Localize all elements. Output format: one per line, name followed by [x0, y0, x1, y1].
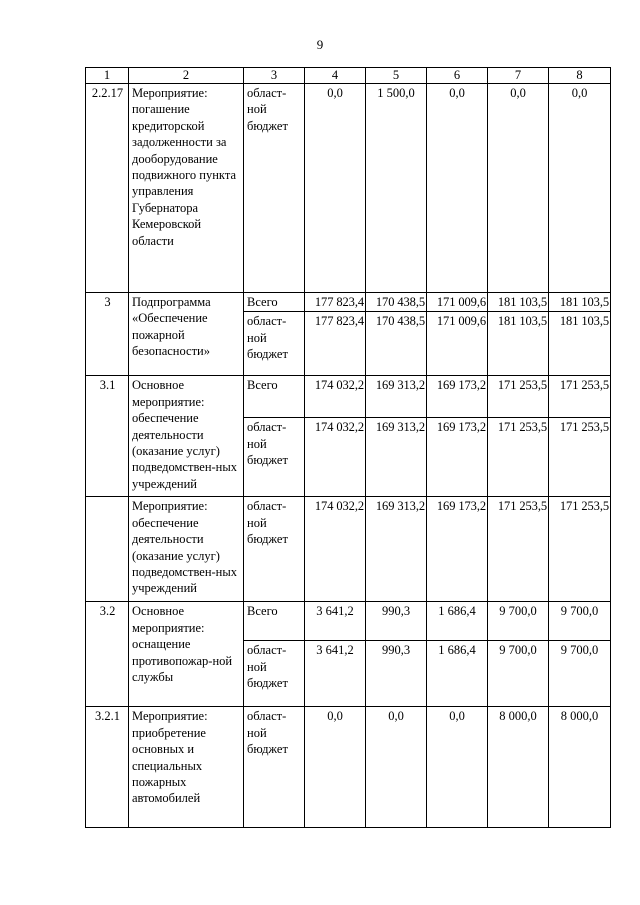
- value-cell: 0,0: [305, 707, 366, 828]
- value-cell: 169 313,2: [366, 418, 427, 497]
- row-number: [86, 497, 129, 602]
- header-cell: 4: [305, 68, 366, 84]
- value-cell: 990,3: [366, 602, 427, 641]
- value-cell: 3 641,2: [305, 602, 366, 641]
- row-name: Мероприятие: погашение кредиторской задолженности за дооборудование подвижного пункта управления Губернатора Кемеровской области: [129, 84, 244, 293]
- value-cell: 171 009,6: [427, 293, 488, 312]
- header-cell: 5: [366, 68, 427, 84]
- value-cell: 1 500,0: [366, 84, 427, 293]
- value-cell: 9 700,0: [488, 641, 549, 707]
- budget-table: [85, 67, 611, 828]
- value-cell: 169 173,2: [427, 376, 488, 418]
- value-cell: 0,0: [427, 84, 488, 293]
- value-cell: 174 032,2: [305, 418, 366, 497]
- value-cell: 0,0: [366, 707, 427, 828]
- value-cell: 8 000,0: [488, 707, 549, 828]
- table-row: [86, 376, 611, 418]
- row-number: 3.1: [86, 376, 129, 497]
- header-cell: 6: [427, 68, 488, 84]
- value-cell: 171 009,6: [427, 312, 488, 376]
- table-row: [86, 293, 611, 312]
- value-cell: 181 103,5: [549, 293, 611, 312]
- value-cell: 177 823,4: [305, 293, 366, 312]
- value-cell: 9 700,0: [549, 641, 611, 707]
- value-cell: 169 173,2: [427, 497, 488, 602]
- row-number: 3.2.1: [86, 707, 129, 828]
- row-number: 3: [86, 293, 129, 376]
- value-cell: 9 700,0: [549, 602, 611, 641]
- value-cell: 174 032,2: [305, 376, 366, 418]
- value-cell: 3 641,2: [305, 641, 366, 707]
- value-cell: 0,0: [549, 84, 611, 293]
- value-cell: 171 253,5: [549, 376, 611, 418]
- row-source: област-ной бюджет: [244, 84, 305, 293]
- value-cell: 0,0: [305, 84, 366, 293]
- row-name: Основное мероприятие: обеспечение деятельности (оказание услуг) подведомствен-ных учреждений: [129, 376, 244, 497]
- row-source: Всего: [244, 376, 305, 418]
- value-cell: 990,3: [366, 641, 427, 707]
- row-source: област-ной бюджет: [244, 497, 305, 602]
- value-cell: 8 000,0: [549, 707, 611, 828]
- row-name: Мероприятие: приобретение основных и специальных пожарных автомобилей: [129, 707, 244, 828]
- header-cell: 2: [129, 68, 244, 84]
- row-source: област-ной бюджет: [244, 707, 305, 828]
- header-cell: 1: [86, 68, 129, 84]
- row-source: област-ной бюджет: [244, 418, 305, 497]
- row-source: област-ной бюджет: [244, 641, 305, 707]
- value-cell: 169 313,2: [366, 497, 427, 602]
- value-cell: 170 438,5: [366, 293, 427, 312]
- row-source: Всего: [244, 602, 305, 641]
- value-cell: 169 313,2: [366, 376, 427, 418]
- value-cell: 174 032,2: [305, 497, 366, 602]
- row-source: Всего: [244, 293, 305, 312]
- header-cell: 8: [549, 68, 611, 84]
- row-name: Основное мероприятие: оснащение противопожар-ной службы: [129, 602, 244, 707]
- value-cell: 0,0: [427, 707, 488, 828]
- value-cell: 181 103,5: [488, 312, 549, 376]
- header-cell: 7: [488, 68, 549, 84]
- row-number: 2.2.17: [86, 84, 129, 293]
- table-row: [86, 602, 611, 641]
- table-row: [86, 84, 611, 293]
- page-number: 9: [316, 37, 324, 52]
- value-cell: 171 253,5: [549, 418, 611, 497]
- value-cell: 181 103,5: [488, 293, 549, 312]
- table-header-row: [86, 68, 611, 84]
- row-source: област-ной бюджет: [244, 312, 305, 376]
- table-row: [86, 497, 611, 602]
- header-cell: 3: [244, 68, 305, 84]
- value-cell: 181 103,5: [549, 312, 611, 376]
- value-cell: 1 686,4: [427, 641, 488, 707]
- value-cell: 171 253,5: [549, 497, 611, 602]
- value-cell: 171 253,5: [488, 497, 549, 602]
- row-number: 3.2: [86, 602, 129, 707]
- value-cell: 177 823,4: [305, 312, 366, 376]
- value-cell: 171 253,5: [488, 418, 549, 497]
- value-cell: 1 686,4: [427, 602, 488, 641]
- value-cell: 169 173,2: [427, 418, 488, 497]
- value-cell: 9 700,0: [488, 602, 549, 641]
- value-cell: 170 438,5: [366, 312, 427, 376]
- table-row: [86, 707, 611, 828]
- row-name: Мероприятие: обеспечение деятельности (оказание услуг) подведомствен-ных учреждений: [129, 497, 244, 602]
- value-cell: 0,0: [488, 84, 549, 293]
- value-cell: 171 253,5: [488, 376, 549, 418]
- row-name: Подпрограмма «Обеспечение пожарной безопасности»: [129, 293, 244, 376]
